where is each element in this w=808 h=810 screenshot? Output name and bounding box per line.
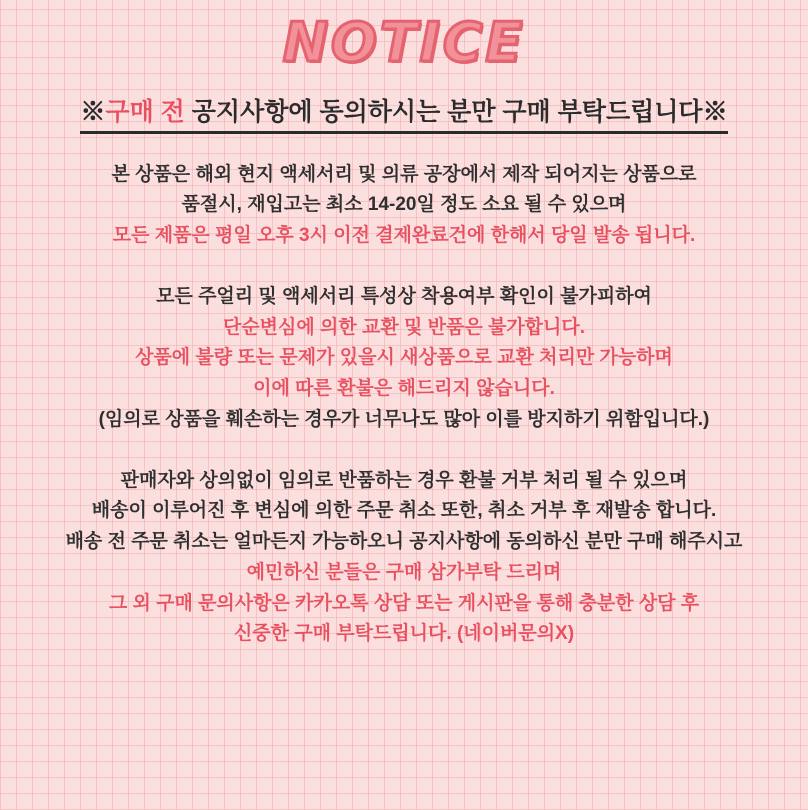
- notice-line: 이에 따른 환불은 해드리지 않습니다.: [253, 378, 555, 400]
- notice-line: 그 외 구매 문의사항은 카카오톡 상담 또는 게시판을 통해 충분한 상담 후: [108, 592, 700, 614]
- headline-rest: 공지사항에 동의하시는 분만 구매 부탁드립니다: [184, 98, 703, 126]
- notice-line: 품절시, 재입고는 최소 14-20일 정도 소요 될 수 있으며: [181, 194, 627, 216]
- notice-line: 상품에 불량 또는 문제가 있을시 새상품으로 교환 처리만 가능하며: [135, 347, 673, 369]
- notice-line: 판매자와 상의없이 임의로 반품하는 경우 환불 거부 처리 될 수 있으며: [120, 469, 688, 491]
- notice-line: 단순변심에 의한 교환 및 반품은 불가합니다.: [222, 316, 586, 338]
- headline-highlight: 구매 전: [105, 98, 185, 126]
- section-exchange-and-return: [0, 282, 808, 436]
- notice-line: 모든 제품은 평일 오후 3시 이전 결제완료건에 한해서 당일 발송 됩니다.: [112, 225, 696, 247]
- notice-line: 배송이 이루어진 후 변심에 의한 주문 취소 또한, 취소 거부 후 재발송 합니다.: [91, 500, 717, 522]
- section-cancellation-and-inquiry: [0, 466, 808, 651]
- notice-line: 본 상품은 해외 현지 액세서리 및 의류 공장에서 제작 되어지는 상품으로: [111, 163, 697, 185]
- page-title: NOTICE: [282, 11, 526, 74]
- notice-line: 신중한 구매 부탁드립니다. (네이버문의X): [233, 623, 575, 645]
- notice-line: 모든 주얼리 및 액세서리 특성상 착용여부 확인이 불가피하여: [156, 285, 652, 307]
- headline: [80, 96, 727, 134]
- notice-line: 예민하신 분들은 구매 삼가부탁 드리며: [246, 561, 562, 583]
- section-production-and-shipping: [0, 160, 808, 252]
- notice-line: (임의로 상품을 훼손하는 경우가 너무나도 많아 이를 방지하기 위함입니다.): [98, 408, 710, 430]
- section-spacer: [0, 436, 808, 466]
- headline-suffix-symbol: ※: [702, 98, 728, 126]
- section-spacer: [0, 252, 808, 282]
- notice-line: 배송 전 주문 취소는 얼마든지 가능하오니 공지사항에 동의하신 분만 구매 해주시고: [65, 531, 743, 553]
- headline-wrapper: [0, 70, 808, 134]
- headline-prefix-symbol: ※: [80, 98, 106, 126]
